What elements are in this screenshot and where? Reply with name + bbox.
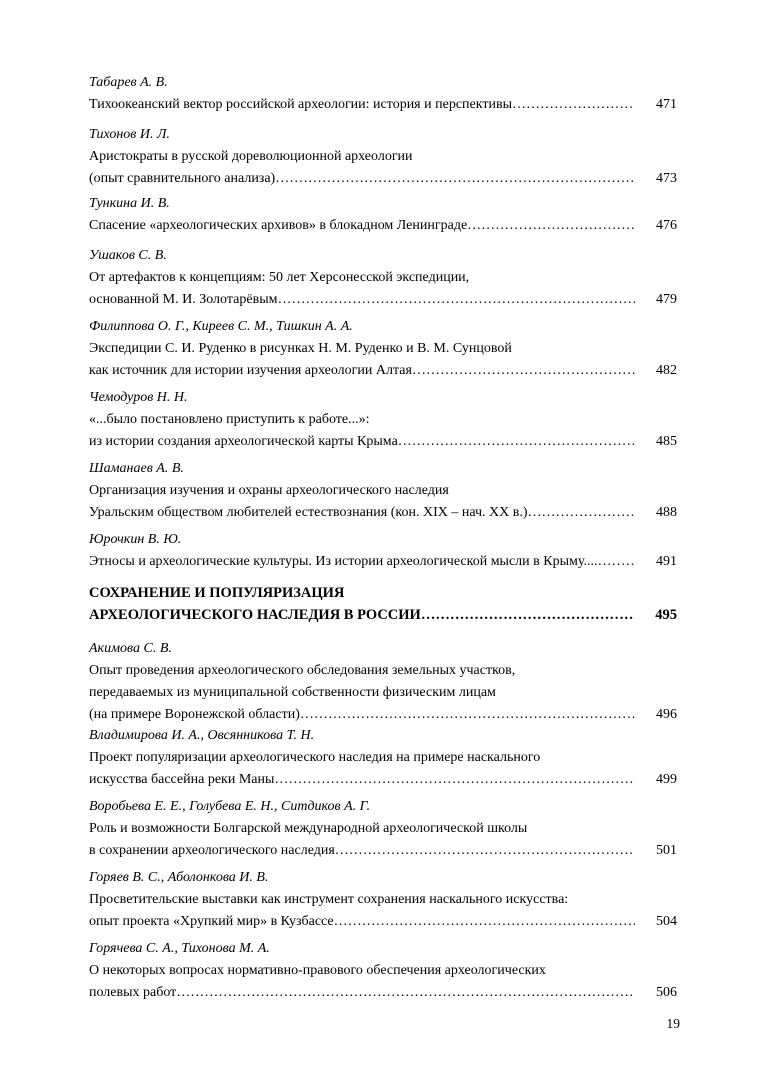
- entry-author-line: [89, 72, 677, 94]
- section-title-line: [89, 604, 677, 626]
- entry-title: передаваемых из муниципальной собственности физическим лицам: [89, 685, 496, 700]
- entry-author: Тункина И. В.: [89, 196, 170, 211]
- entry-title-line: [89, 431, 677, 453]
- entry-title: Роль и возможности Болгарской международной археологической школы: [89, 821, 528, 836]
- entry-title-line: [89, 146, 677, 168]
- entry-title: Спасение «археологических архивов» в блокадном Ленинграде: [89, 218, 468, 233]
- entry-author: Горячева С. А., Тихонова М. А.: [89, 941, 270, 956]
- entry-title-line: [89, 889, 677, 911]
- entry-page-number: 491: [656, 554, 677, 569]
- entry-page-number: 476: [656, 218, 677, 233]
- entry-title: в сохранении археологического наследия: [89, 843, 335, 858]
- entry-title-line: [89, 818, 677, 840]
- entry-author: Воробьева Е. Е., Голубева Е. Н., Ситдиков А. Г.: [89, 799, 371, 814]
- entry-title-line: [89, 338, 677, 360]
- entry-title: Просветительские выставки как инструмент сохранения наскального искусства:: [89, 892, 569, 907]
- entry-title: Опыт проведения археологического обследования земельных участков,: [89, 663, 516, 678]
- entry-page-number: 506: [656, 985, 677, 1000]
- entry-title: основанной М. И. Золотарёвым: [89, 292, 278, 307]
- entry-author: Акимова С. В.: [89, 641, 172, 656]
- entry-title-line: [89, 480, 677, 502]
- entry-title-line: [89, 502, 677, 524]
- toc-entry: [89, 193, 677, 237]
- entry-author: Горяев В. С., Аболонкова И. В.: [89, 870, 269, 885]
- toc-entry: [89, 124, 677, 190]
- entry-title-line: [89, 409, 677, 431]
- entry-author: Филиппова О. Г., Киреев С. М., Тишкин А. А.: [89, 319, 353, 334]
- section-title: СОХРАНЕНИЕ И ПОПУЛЯРИЗАЦИЯ: [89, 585, 345, 601]
- entry-title-line: [89, 215, 677, 237]
- entry-author: Шаманаев А. В.: [89, 461, 184, 476]
- toc-entry: [89, 387, 677, 453]
- toc-entry: [89, 245, 677, 311]
- entry-author-line: [89, 458, 677, 480]
- entry-title: «...было постановлено приступить к работе...»:: [89, 412, 370, 427]
- leader-dots: [512, 94, 635, 116]
- entry-title-line: [89, 660, 677, 682]
- entry-page-number: 482: [656, 363, 677, 378]
- entry-title: Организация изучения и охраны археологического наследия: [89, 483, 449, 498]
- entry-page-number: 504: [656, 914, 677, 929]
- entry-title: Тихоокеанский вектор российской археологии: история и перспективы: [89, 97, 512, 112]
- leader-dots: [398, 431, 635, 453]
- leader-dots: [275, 168, 635, 190]
- entry-title-line: [89, 747, 677, 769]
- entry-author: Чемодуров Н. Н.: [89, 390, 188, 405]
- entry-author-line: [89, 529, 677, 551]
- leader-dots: [335, 840, 635, 862]
- entry-title-line: [89, 704, 677, 726]
- entry-author-line: [89, 867, 677, 889]
- entry-page-number: 471: [656, 97, 677, 112]
- entry-author-line: [89, 938, 677, 960]
- section-title: АРХЕОЛОГИЧЕСКОГО НАСЛЕДИЯ В РОССИИ: [89, 607, 421, 623]
- entry-title-line: [89, 289, 677, 311]
- entry-title-line: [89, 911, 677, 933]
- entry-title: опыт проекта «Хрупкий мир» в Кузбассе: [89, 914, 334, 929]
- entry-title-line: [89, 982, 677, 1004]
- entry-title-line: [89, 360, 677, 382]
- entry-title: От артефактов к концепциям: 50 лет Херсонесской экспедиции,: [89, 270, 470, 285]
- entry-title: искусства бассейна реки Маны: [89, 772, 275, 787]
- leader-dots: [467, 215, 635, 237]
- entry-title-line: [89, 682, 677, 704]
- leader-dots: [334, 911, 635, 933]
- entry-title-line: [89, 267, 677, 289]
- entry-title: О некоторых вопросах нормативно-правового обеспечения археологических: [89, 963, 546, 978]
- entry-title: Экспедиции С. И. Руденко в рисунках Н. М. Руденко и В. М. Сунцовой: [89, 341, 512, 356]
- toc-entry: [89, 867, 677, 933]
- leader-dots: [274, 769, 635, 791]
- entry-page-number: 485: [656, 434, 677, 449]
- entry-title: Уральским обществом любителей естествознания (кон. XIX – нач. XX в.): [89, 505, 528, 520]
- toc-entry: [89, 458, 677, 524]
- toc-entry: [89, 72, 677, 116]
- entry-title: (опыт сравнительного анализа): [89, 171, 276, 186]
- entry-author-line: [89, 638, 677, 660]
- entry-title: Аристократы в русской дореволюционной археологии: [89, 149, 413, 164]
- entry-author-line: [89, 124, 677, 146]
- entry-title-line: [89, 840, 677, 862]
- entry-author-line: [89, 245, 677, 267]
- toc-entry: [89, 938, 677, 1004]
- section-title-line: [89, 582, 677, 604]
- entry-title: из истории создания археологической карты Крыма: [89, 434, 398, 449]
- leader-dots: [421, 604, 635, 626]
- toc-entry: [89, 725, 677, 791]
- entry-author-line: [89, 316, 677, 338]
- folio-page-number: 19: [666, 1016, 680, 1031]
- entry-author: Ушаков С. В.: [89, 248, 167, 263]
- entry-author-line: [89, 725, 677, 747]
- toc-entry: [89, 529, 677, 573]
- toc-entry: [89, 638, 677, 726]
- entry-author: Юрочкин В. Ю.: [89, 532, 182, 547]
- leader-dots: [176, 982, 635, 1004]
- entry-title: полевых работ: [89, 985, 177, 1000]
- entry-author-line: [89, 796, 677, 818]
- leader-dots: [300, 704, 635, 726]
- leader-dots: [412, 360, 635, 382]
- entry-page-number: 501: [656, 843, 677, 858]
- entry-page-number: 496: [656, 707, 677, 722]
- entry-page-number: 488: [656, 505, 677, 520]
- entry-title: Этносы и археологические культуры. Из истории археологической мысли в Крыму....: [89, 554, 598, 569]
- entry-title: Проект популяризации археологического наследия на примере наскального: [89, 750, 541, 765]
- entry-author-line: [89, 193, 677, 215]
- entry-title-line: [89, 960, 677, 982]
- leader-dots: [597, 551, 635, 573]
- entry-author-line: [89, 387, 677, 409]
- entry-author: Владимирова И. А., Овсянникова Т. Н.: [89, 728, 315, 743]
- entry-title: как источник для истории изучения археологии Алтая: [89, 363, 412, 378]
- entry-page-number: 473: [656, 171, 677, 186]
- leader-dots: [528, 502, 635, 524]
- entry-title-line: [89, 551, 677, 573]
- entry-title-line: [89, 168, 677, 190]
- entry-author: Табарев А. В.: [89, 75, 168, 90]
- section-page-number: 495: [655, 607, 677, 623]
- entry-page-number: 479: [656, 292, 677, 307]
- section-heading: [89, 582, 677, 626]
- entry-author: Тихонов И. Л.: [89, 127, 170, 142]
- entry-page-number: 499: [656, 772, 677, 787]
- toc-entry: [89, 316, 677, 382]
- entry-title-line: [89, 769, 677, 791]
- entry-title-line: [89, 94, 677, 116]
- entry-title: (на примере Воронежской области): [89, 707, 300, 722]
- toc-entry: [89, 796, 677, 862]
- leader-dots: [277, 289, 635, 311]
